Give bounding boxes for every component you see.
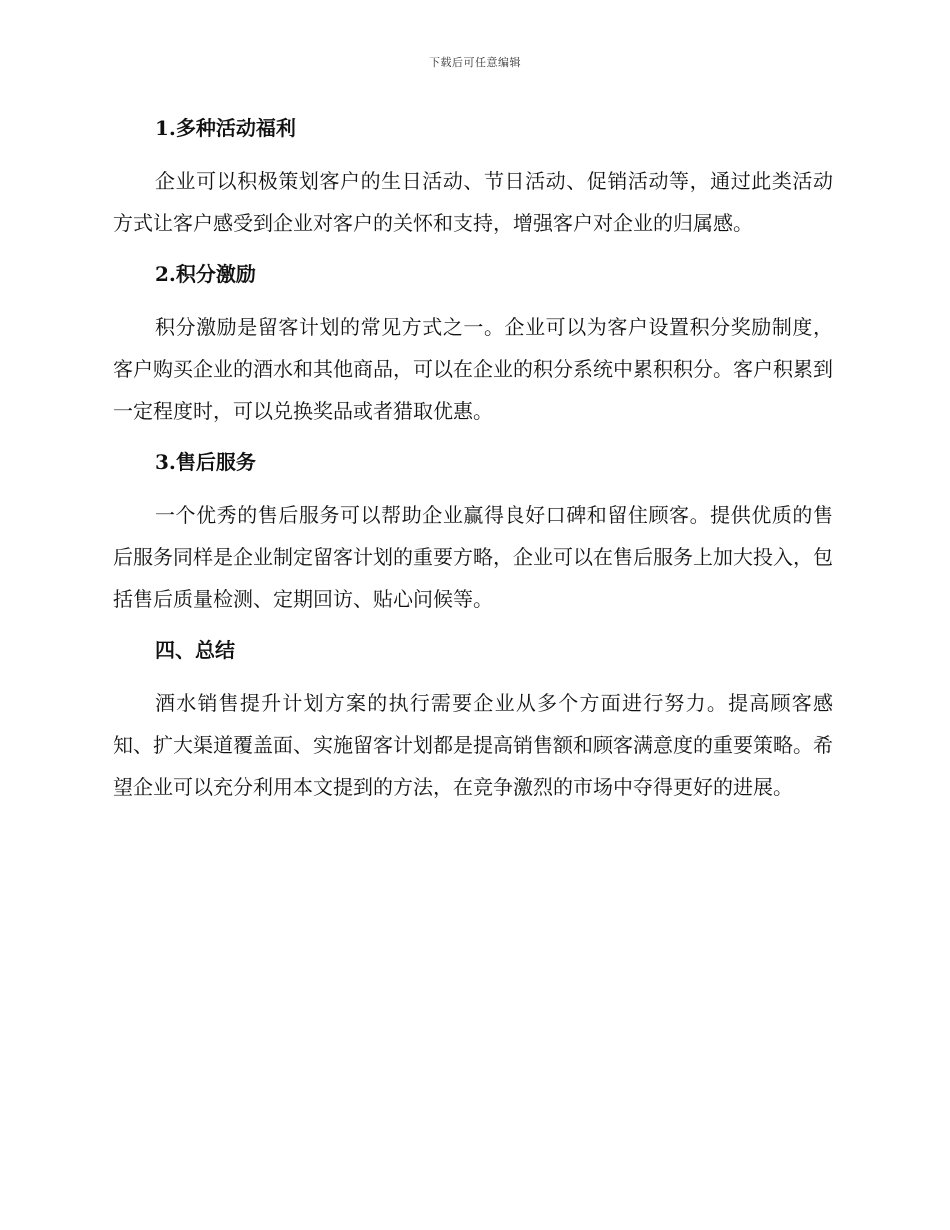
section-body-summary: 酒水销售提升计划方案的执行需要企业从多个方面进行努力。提高顾客感知、扩大渠道覆盖面、实施留客计划都是提高销售额和顾客满意度的重要策略。希望企业可以充分利用本文提到的方法，在竞争激烈的市场中夺得更好的进展。 (113, 691, 833, 799)
section-body-after-sales: 一个优秀的售后服务可以帮助企业赢得良好口碑和留住顾客。提供优质的售后服务同样是企业制定留客计划的重要方略，企业可以在售后服务上加大投入，包括售后质量检测、定期回访、贴心问候等。 (113, 503, 833, 611)
section-body-activities: 企业可以积极策划客户的生日活动、节日活动、促销活动等，通过此类活动方式让客户感受到企业对客户的关怀和支持，增强客户对企业的归属感。 (113, 169, 833, 235)
section-heading-after-sales: 3.售后服务 (155, 450, 256, 474)
section-heading-summary: 四、总结 (155, 638, 235, 662)
header-note: 下载后可任意编辑 (429, 56, 521, 69)
section-heading-points: 2.积分激励 (155, 262, 256, 286)
section-body-points: 积分激励是留客计划的常见方式之一。企业可以为客户设置积分奖励制度，客户购买企业的酒水和其他商品，可以在企业的积分系统中累积积分。客户积累到一定程度时，可以兑换奖品或者猎取优惠。 (113, 315, 833, 423)
section-heading-activities: 1.多种活动福利 (155, 116, 296, 140)
document-body (113, 108, 833, 818)
